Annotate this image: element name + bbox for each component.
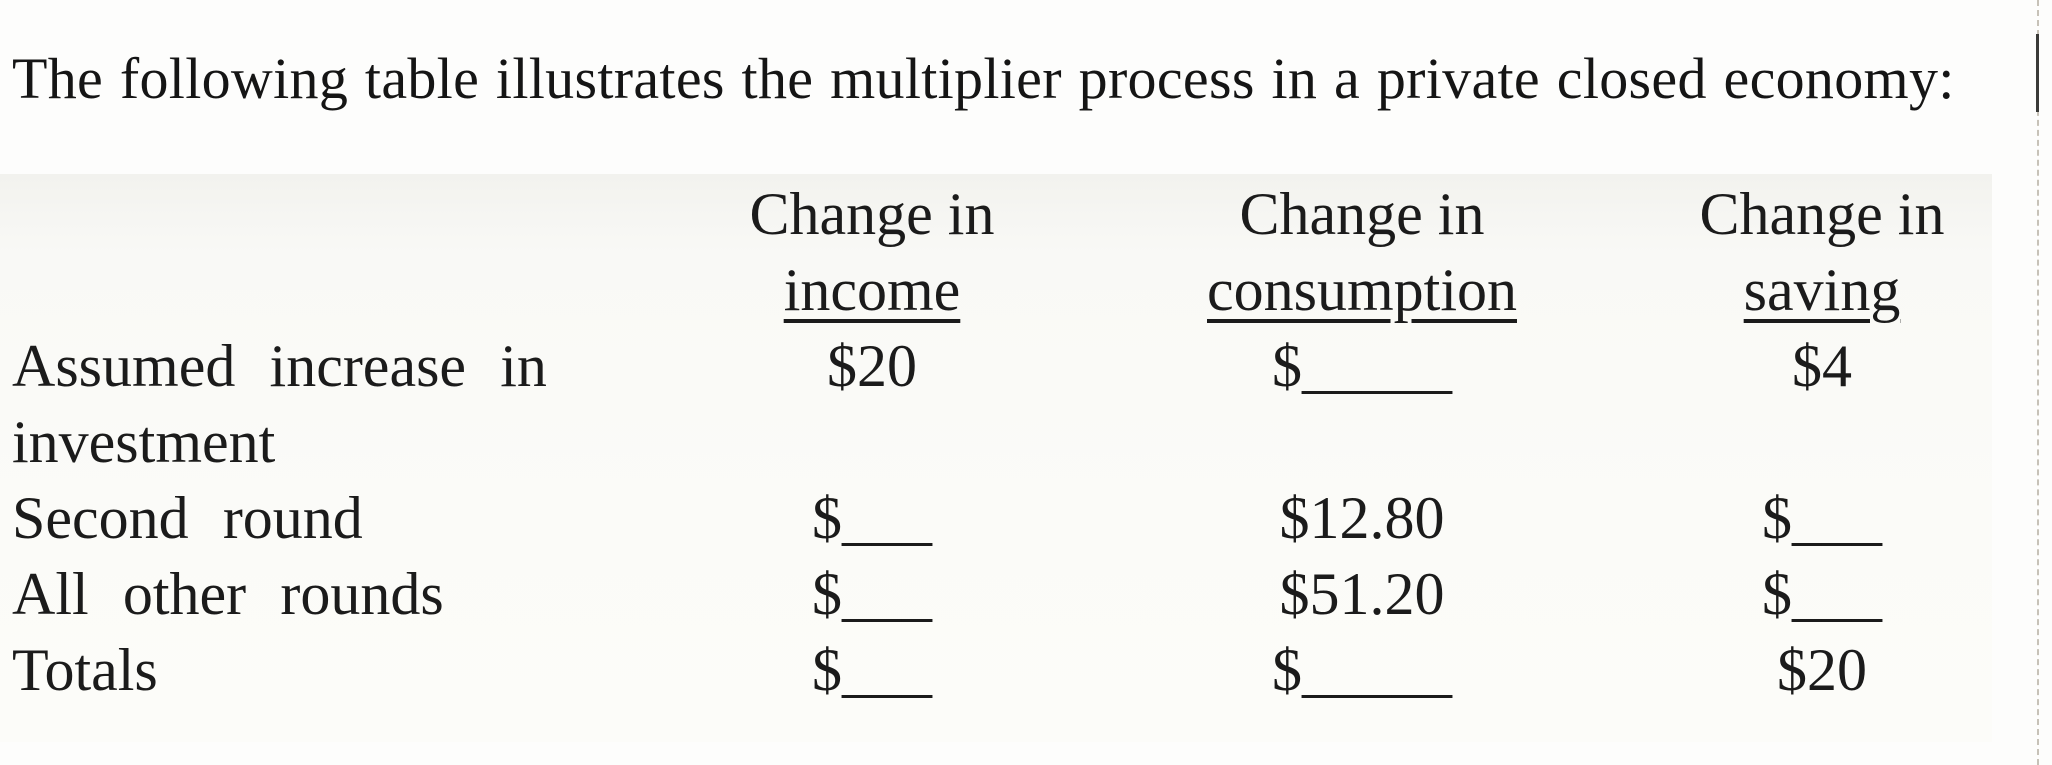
column-header-consumption-line1: Change in (1239, 181, 1485, 247)
cell-all-other-rounds-consumption: $51.20 (1279, 561, 1445, 627)
cell-totals-income: $___ (812, 637, 932, 703)
cell-all-other-rounds-saving: $___ (1762, 561, 1882, 627)
row-label-all-other-rounds: All other rounds (12, 561, 444, 627)
multiplier-table (12, 176, 1962, 708)
column-header-saving-line2: saving (1743, 257, 1901, 323)
row-label-second-round: Second round (12, 485, 363, 551)
cell-all-other-rounds-income: $___ (812, 561, 932, 627)
column-header-saving (1682, 176, 1962, 328)
row-label-assumed-increase: Assumed increase in investment (12, 333, 547, 475)
cell-totals-saving: $20 (1777, 637, 1867, 703)
cell-assumed-income: $20 (827, 333, 917, 399)
column-header-income (702, 176, 1042, 328)
scan-edge-dark-mark (2036, 34, 2039, 112)
column-header-saving-line1: Change in (1699, 181, 1945, 247)
cell-second-round-saving: $___ (1762, 485, 1882, 551)
scan-edge-dashed-line (2037, 0, 2039, 765)
header-spacer (12, 176, 632, 252)
column-header-consumption-line2: consumption (1207, 257, 1517, 323)
cell-totals-consumption: $_____ (1272, 637, 1452, 703)
column-header-consumption (1042, 176, 1682, 328)
cell-second-round-consumption: $12.80 (1279, 485, 1445, 551)
cell-assumed-saving: $4 (1792, 333, 1852, 399)
column-header-income-line2: income (783, 257, 961, 323)
column-header-income-line1: Change in (749, 181, 995, 247)
page-title: The following table illustrates the multiplier process in a private closed economy: (12, 46, 1955, 111)
cell-assumed-consumption: $_____ (1272, 333, 1452, 399)
cell-second-round-income: $___ (812, 485, 932, 551)
row-label-totals: Totals (12, 637, 158, 703)
